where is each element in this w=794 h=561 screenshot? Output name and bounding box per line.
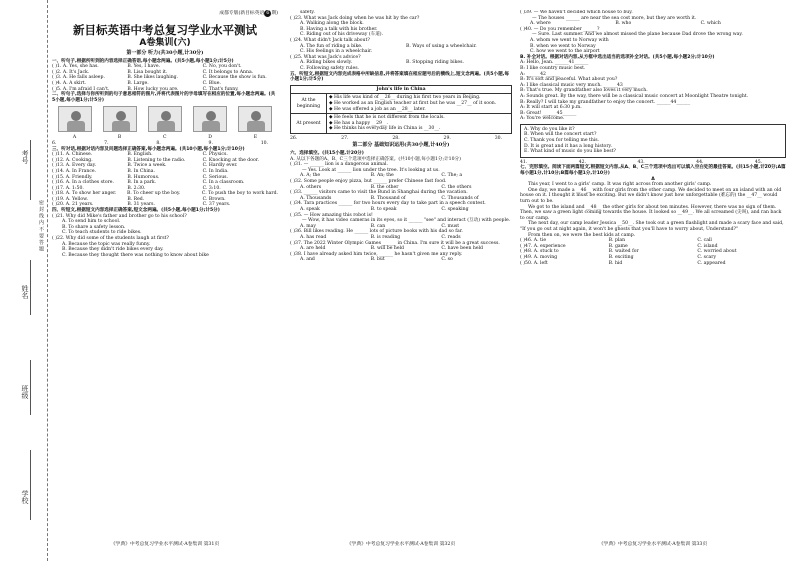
table-row — [291, 94, 511, 114]
question-stem: ( )34. Tara practices ______ for two hours every day to take part in a speech contest. — [290, 201, 486, 207]
part1-heading: 第一部分 听力(共30小题,计30分) — [126, 50, 204, 56]
answer-blank[interactable]: 30. — [494, 135, 502, 141]
option[interactable]: ( )14. A. In France. — [52, 168, 97, 174]
passage-paragraph: The next day, our camp leader Jessica __50__. She took out a green flashlight and made a scary face and said, "If you go out at night again, it won't be ghosts that you'll have to worry about, Understand?" — [520, 221, 784, 232]
class-line — [30, 360, 31, 415]
dialog-line: B: Really? I will take my grandfather to enjoy the concert. ______44______ — [520, 99, 691, 105]
option[interactable]: ( )19. A. Yellow. — [52, 196, 88, 202]
option[interactable]: A. The fun of riding a bike. — [300, 43, 363, 49]
john-life-table — [290, 85, 512, 134]
option[interactable]: C. worried about — [697, 249, 737, 255]
option[interactable]: B. To share a safety lesson. — [62, 224, 126, 230]
option[interactable]: B. will be held — [370, 246, 404, 252]
option[interactable]: A. To send him to school. — [62, 219, 121, 225]
option[interactable]: ( )20. A. 21 years. — [52, 202, 94, 208]
table-item: ◆ He was offered a job as an __28__ later. — [329, 106, 426, 112]
option[interactable]: C. speaking — [441, 207, 469, 212]
option[interactable]: B. Large. — [127, 80, 149, 86]
question-39-line2: — The houses ______ are near the sea cost more, but they are worth it. — [532, 15, 697, 21]
option[interactable]: C. so — [441, 257, 453, 263]
option[interactable]: C. Because the show is fun. — [202, 75, 267, 81]
option[interactable]: ( )47. A. experience — [520, 243, 566, 249]
option[interactable]: ( )2. A. It's Jack. — [52, 69, 90, 75]
picture-label: C — [163, 135, 167, 141]
option-row — [520, 21, 786, 27]
seal-hint: 密 封 线 内 不 要 答 题 — [38, 200, 44, 252]
question-stem: ( )33. ______ visitors came to visit the Bund in Shanghai during the vacation. — [290, 190, 468, 196]
option[interactable]: C. have been held — [441, 246, 483, 252]
part2-heading: 第二部分 基础知识运用(共30小题,计40分) — [352, 142, 450, 149]
option[interactable]: C. In India. — [202, 168, 229, 174]
school-line — [30, 450, 31, 520]
option[interactable]: B. Because they didn't ride bikes every day. — [62, 247, 164, 253]
option[interactable]: B. English. — [127, 152, 153, 158]
answer-blank[interactable]: 43.______ — [637, 159, 659, 165]
question-line2: — Wow, it has video cameras in its eyes, so it ______ "see" and interact (互动) with people. — [302, 218, 511, 224]
option[interactable]: A. may — [300, 223, 316, 229]
option[interactable]: C. call — [697, 238, 712, 244]
option[interactable]: B. An; the — [370, 173, 394, 179]
dialog-line: B: It's soft and peaceful. What about you? — [520, 77, 618, 83]
dialog-line: A: I like classical music very much. ______43______ — [520, 82, 637, 88]
option[interactable]: C. Following safety rules. — [300, 65, 360, 71]
option[interactable]: ( )48. A. stuck to — [520, 249, 559, 255]
dialog-line: B: Great! ______45______ — [520, 110, 577, 116]
option-row — [520, 261, 786, 267]
option[interactable]: ( )17. A. 1:50. — [52, 185, 84, 191]
option[interactable]: C. scary — [697, 254, 717, 260]
option[interactable]: B. Yes, I have. — [127, 64, 160, 70]
option[interactable]: C. Serious. — [202, 174, 229, 180]
option[interactable]: B. 2:30. — [127, 185, 146, 191]
option[interactable]: C. Because they thought there was nothing to know about bike — [62, 252, 209, 258]
picture-label: A — [72, 135, 77, 141]
question-23: ( )23. What was Jack doing when he was hit by the car? — [290, 15, 420, 21]
exam-number-line — [30, 140, 31, 200]
name-label: 姓名 — [21, 285, 29, 299]
option-row — [290, 207, 512, 213]
option[interactable]: C. No, you don't. — [202, 64, 242, 70]
option[interactable]: A. whom we went to Norway with — [530, 37, 609, 43]
option[interactable]: B. plan — [608, 238, 626, 244]
option[interactable]: A. speak — [300, 207, 320, 212]
issue-badge: 6 — [266, 10, 270, 16]
answer-blank[interactable]: 26. — [290, 135, 298, 141]
option[interactable]: ( )46. A. tie — [520, 238, 547, 244]
sec7-heading: 七、完形填空。阅读下面两篇短文,根据短文内容,从A、B、C三个选项中选出可以填入空白处的最佳答案。(共15小题,计20分;A篇每小题1分,计10分;B篇每小题1分,计10分) — [520, 165, 786, 177]
option[interactable]: C. reads — [441, 234, 461, 240]
option[interactable]: A. and — [300, 257, 315, 263]
option-continued: safety. — [300, 10, 315, 15]
picture-e — [238, 106, 272, 132]
option[interactable]: B. Stopping riding bikes. — [406, 60, 464, 66]
option[interactable]: B. Having a talk with his brother. — [300, 26, 378, 32]
option[interactable]: B. Twice a week. — [127, 163, 167, 169]
picture-label: E — [253, 135, 258, 141]
footer-31: 《学典》中考总复习学业水平测试·A卷集训 第31页 — [110, 542, 220, 547]
page-column-32 — [290, 10, 512, 545]
option[interactable]: ( )50. A. left — [520, 260, 548, 266]
question-stem: ( )37. The 2022 Winter Olympic Games ______ in China. I'm sure it will be a great success. — [290, 240, 500, 246]
option[interactable]: B. Red. — [127, 196, 145, 202]
question-stem: ( )38. I have already asked him twice, ______ he hasn't given me any reply. — [290, 251, 463, 257]
picture-label: B — [117, 135, 122, 141]
option[interactable]: B. To cheer up the boy. — [126, 191, 181, 197]
table-row — [291, 114, 511, 133]
option[interactable]: B. In a park. — [127, 180, 157, 186]
option[interactable]: C. Knocking at the door. — [202, 157, 259, 163]
sec6-questions — [290, 162, 512, 263]
option[interactable]: C. Blue. — [202, 80, 221, 86]
question-stem: ( )35. — How amazing this robot is! — [290, 212, 373, 218]
question-40: ( )40. — Do you remember ______? — [520, 26, 600, 32]
option[interactable]: C. Hardly ever. — [202, 163, 238, 169]
series-suffix: 期) — [271, 11, 278, 16]
picture-row — [52, 106, 278, 132]
box-option: E. What kind of music do you like best? — [524, 149, 616, 155]
option[interactable]: C. To push the boy to work hard. — [201, 191, 278, 197]
footer-32: 《学典》中考总复习学业水平测试·A卷集训 第32页 — [346, 542, 456, 547]
table-item: ◆ He worked as an English teacher at first but he was __27__ of it soon. — [329, 100, 497, 106]
option[interactable]: C. 37 years. — [202, 202, 231, 208]
option[interactable]: B. who — [615, 21, 632, 27]
row-content — [327, 114, 511, 133]
option[interactable]: B. can — [370, 223, 386, 229]
page-subtitle: A卷集训(六) — [139, 38, 191, 48]
option[interactable]: ( )18. A. To show her anger. — [52, 191, 117, 197]
option[interactable]: B. the other — [370, 184, 399, 190]
name-line — [30, 260, 31, 315]
passage-paragraph: From then on, we were the best kids at camp. — [528, 232, 636, 238]
sec1-questions — [52, 64, 278, 92]
question-40-line2: — Sure. Last summer. And we almost missed the plane because Dad drove the wrong way. — [532, 32, 743, 38]
answer-blank[interactable]: 28. — [392, 135, 400, 141]
question-stem: ( )36. Bill likes reading. He ______ lots of picture books with his dad so far. — [290, 229, 463, 235]
footer-33: 《学典》中考总复习学业水平测试·A卷集训 第33页 — [598, 542, 708, 547]
picture-d — [193, 106, 227, 132]
school-label: 学校 — [21, 490, 29, 504]
option[interactable]: C. It belongs to Anna. — [202, 69, 254, 75]
answer-blank[interactable]: 7. — [104, 140, 109, 146]
option[interactable]: C. Physics. — [202, 152, 228, 158]
option[interactable]: C. island — [697, 243, 718, 249]
question-39: ( )39. — We haven't decided which house to buy. — [520, 10, 633, 15]
sec6-subheading: A. 从以下各题的A、B、C三个选项中选择正确答案。(共10小题,每小题1分;计10分) — [290, 156, 461, 162]
option[interactable]: B. Humorous. — [127, 174, 160, 180]
box-option: A. Why do you like it? — [524, 126, 575, 132]
box-option: D. It is great and it has a long history. — [524, 143, 612, 149]
picture-label: D — [208, 135, 212, 141]
option[interactable]: B. but — [370, 257, 385, 263]
picture-c — [148, 106, 182, 132]
option[interactable]: C. which — [700, 21, 721, 27]
option-row — [290, 257, 512, 263]
box-option: B. When will the concert start? — [524, 132, 597, 138]
table-item: ◆ He thinks his everyday life in China is __30__. — [329, 126, 441, 132]
option[interactable]: B. Lisa bought it. — [127, 69, 168, 75]
table-item: ◆ He feels that he is not different from the locals. — [329, 115, 445, 121]
page-column-33 — [520, 10, 786, 545]
question-25: ( )25. What was Jack's advice? — [290, 54, 361, 60]
sec3-questions — [52, 152, 278, 208]
question-line2: — Yes. Look at ______ lion under the tree. It's looking at us. — [302, 167, 440, 173]
sec2-heading: 二、听句子,选择与你所听到的句子意思相符的图片,并将代表图片的字母填写在相应的位置,每小题念两遍。(共5小题,每小题1分;计5分) — [52, 92, 276, 103]
secB-heading: B. 补全对话。根据对话内容,从方框中选出适当的选项补全对话。(共5小题,每小题2分;计10分) — [520, 54, 715, 60]
class-label: 班级 — [21, 385, 29, 399]
picture-b — [103, 106, 137, 132]
option[interactable]: B. 31 years. — [127, 202, 155, 208]
passage-paragraph: One day, we made a __46__ with four girls from the other camp. We decided to meet on an island with an old house on it. I thought it must be exciting. But we didn't know just how unforgettable (难忘的) the __47__ would turn out to be. — [520, 187, 782, 204]
dialog-line: B: That's true. My grandfather also loves it very much. — [520, 88, 648, 94]
option[interactable]: ( )3. A. He falls asleep. — [52, 75, 105, 81]
answer-blank[interactable]: 27. — [341, 135, 349, 141]
question-stem: ( )31. — ______ lion is a dangerous animal. — [290, 162, 388, 168]
options-box — [520, 124, 786, 158]
option[interactable]: C. 3:10. — [202, 185, 221, 191]
sec6-heading: 六、选择填空。(共15小题,计20分) — [290, 151, 364, 157]
answer-blank[interactable]: 10. — [260, 140, 268, 146]
answer-blank[interactable]: 45.______ — [754, 159, 776, 165]
option[interactable]: C. Thousands of — [441, 195, 479, 201]
binding-strip — [0, 0, 48, 561]
option[interactable]: B. when we went to Norway — [530, 43, 596, 49]
dialog-line: A: Hello, Jean. ______41______ — [520, 60, 589, 66]
option[interactable]: ( )4. A. A skirt. — [52, 80, 87, 86]
option[interactable]: A. A; the — [300, 173, 321, 179]
option-row — [290, 235, 512, 241]
option[interactable]: B. Listening to the radio. — [127, 157, 186, 163]
row-header: At present — [291, 114, 327, 133]
option[interactable]: C. To teach students to ride bikes. — [62, 230, 142, 236]
table-title: John's life in China — [291, 86, 511, 95]
passage-label: A — [651, 176, 655, 182]
sec3-heading: 三、听对话,根据对话内容及问题选择正确答案,每小题念两遍。(共10小题,每小题1分;计10分) — [52, 146, 245, 152]
option[interactable]: C. In a classroom. — [202, 180, 245, 186]
dialog-line: A: ______42______ — [520, 71, 560, 77]
answer-blank[interactable]: 41.______ — [520, 159, 542, 165]
answer-blank[interactable]: 6. — [52, 140, 57, 146]
series-name: 成都专版(新目标英语 — [219, 11, 265, 16]
option[interactable]: A. where — [530, 21, 551, 27]
option[interactable]: B. hid — [608, 260, 623, 266]
option[interactable]: A. others — [300, 184, 322, 190]
option[interactable]: C. appeared — [697, 260, 726, 266]
answer-blanks-26-30 — [290, 136, 512, 142]
option-row — [290, 246, 512, 252]
exam-number-label: 考号 — [21, 150, 29, 164]
option[interactable]: B. game — [608, 243, 628, 249]
option[interactable]: ( )11. A. Chinese. — [52, 152, 93, 158]
answer-blank[interactable]: 44.______ — [696, 159, 718, 165]
table-item: ◆ His life was kind of __26__ during his first two years in Beijing. — [329, 95, 481, 101]
sec5-heading: 五、听短文,根据短文内容完成表格中所缺信息,并将答案填在相应题号后的横线上,短文念两遍。(共5小题,每小题1分;计5分) — [290, 71, 509, 83]
answer-blank[interactable]: 42.______ — [578, 159, 600, 165]
cloze-options — [520, 238, 786, 266]
passage-paragraph: We got to the island and __48__ the other girls for about ten minutes. However, there was no sign of them. Then, we saw a green light coming towards the house. It looked so __49__. We all screamed (尖叫), and ran back to our camp. — [520, 204, 782, 221]
page-title: 新目标英语中考总复习学业水平测试 — [73, 23, 257, 37]
option[interactable]: B. How lucky you are. — [127, 86, 179, 92]
option[interactable]: C. Brown. — [202, 196, 226, 202]
option[interactable]: A. Riding bikes slowly. — [300, 60, 353, 66]
series-header — [52, 10, 278, 17]
page-column-31 — [52, 10, 278, 545]
option[interactable]: ( )1. A. Yes, she has. — [52, 64, 99, 70]
option[interactable]: B. to speak — [370, 207, 397, 212]
option[interactable]: C. That's funny. — [202, 86, 239, 92]
option[interactable]: A. Walking along the block. — [300, 21, 364, 27]
picture-a — [58, 106, 92, 132]
option[interactable]: B. She likes laughing. — [127, 75, 179, 81]
option[interactable]: C. Riding out of his driveway (车道). — [300, 32, 384, 38]
option[interactable]: A. are held — [300, 246, 326, 252]
answer-blank[interactable]: 8. — [156, 140, 161, 146]
option[interactable]: B. Ways of using a wheelchair. — [406, 43, 477, 49]
dialog — [520, 60, 786, 122]
option[interactable]: B. is reading — [370, 234, 401, 240]
answer-blank[interactable]: 9. — [208, 140, 213, 146]
option[interactable]: C. The; a — [441, 173, 463, 179]
option[interactable]: A. Because the topic was really funny. — [62, 241, 151, 247]
question-22: ( )22. Why did some of the students laugh at first? — [52, 236, 169, 242]
answer-blank[interactable]: 29. — [443, 135, 451, 141]
option[interactable]: C. His feelings in a wheelchair. — [300, 49, 373, 55]
question-24: ( )24. What didn't Jack talk about? — [290, 37, 370, 43]
cloze-passage — [520, 182, 786, 238]
option[interactable]: A. Thousands — [300, 195, 332, 201]
sec1-heading: 一、听句子,根据所听到的内容选择正确答语,每小题念两遍。(共5小题,每小题1分;计5分) — [52, 58, 234, 64]
option[interactable]: B. Thousand of — [370, 195, 406, 201]
option[interactable]: B. In China. — [127, 168, 155, 174]
option[interactable]: C. the others — [441, 184, 472, 190]
option[interactable]: C. how we went to the airport — [530, 49, 600, 55]
dialog-line: A: It will start at 6:30 p.m. — [520, 105, 582, 111]
table-item: ◆ He has a happy __29__. — [329, 120, 389, 126]
option[interactable]: ( )16. A. In a clothes store. — [52, 180, 114, 186]
option[interactable]: ( )13. A. Every day. — [52, 163, 97, 169]
option[interactable]: ( )12. A. Cooking. — [52, 157, 93, 163]
option[interactable]: ( )5. A. I'm afraid I can't. — [52, 86, 110, 92]
option[interactable]: A. has read — [300, 234, 327, 240]
option[interactable]: ( )15. A. Friendly. — [52, 174, 93, 180]
option[interactable]: C. must — [441, 223, 460, 229]
dialog-line: A: You're welcome. — [520, 116, 565, 122]
dialog-line: B: I like country music best. — [520, 65, 586, 71]
option[interactable]: B. waited for — [608, 249, 639, 255]
row-header: At the beginning — [291, 94, 327, 113]
question-21: ( )21. Why did Mike's father and brother go to his school? — [52, 213, 187, 219]
row-content — [327, 94, 511, 113]
question-stem: ( )32. Some people enjoy pizza, but ______ prefer Chinese fast food. — [290, 179, 447, 185]
box-option: C. Thank you for telling me this. — [524, 138, 600, 144]
option[interactable]: ( )49. A. moving — [520, 254, 558, 260]
option[interactable]: B. exciting — [608, 254, 634, 260]
dialog-line: A: Sounds great. By the way, there will be a classical music concert at Moonlight Theatre tonight. — [520, 93, 749, 99]
passage-paragraph: This year, I went to a girls' camp. It was right across from another girls' camp. — [528, 182, 712, 188]
sec4-heading: 四、听短文,根据短文内容选择正确答案,短文念两遍。(共5小题,每小题1分;计5分) — [52, 208, 220, 214]
